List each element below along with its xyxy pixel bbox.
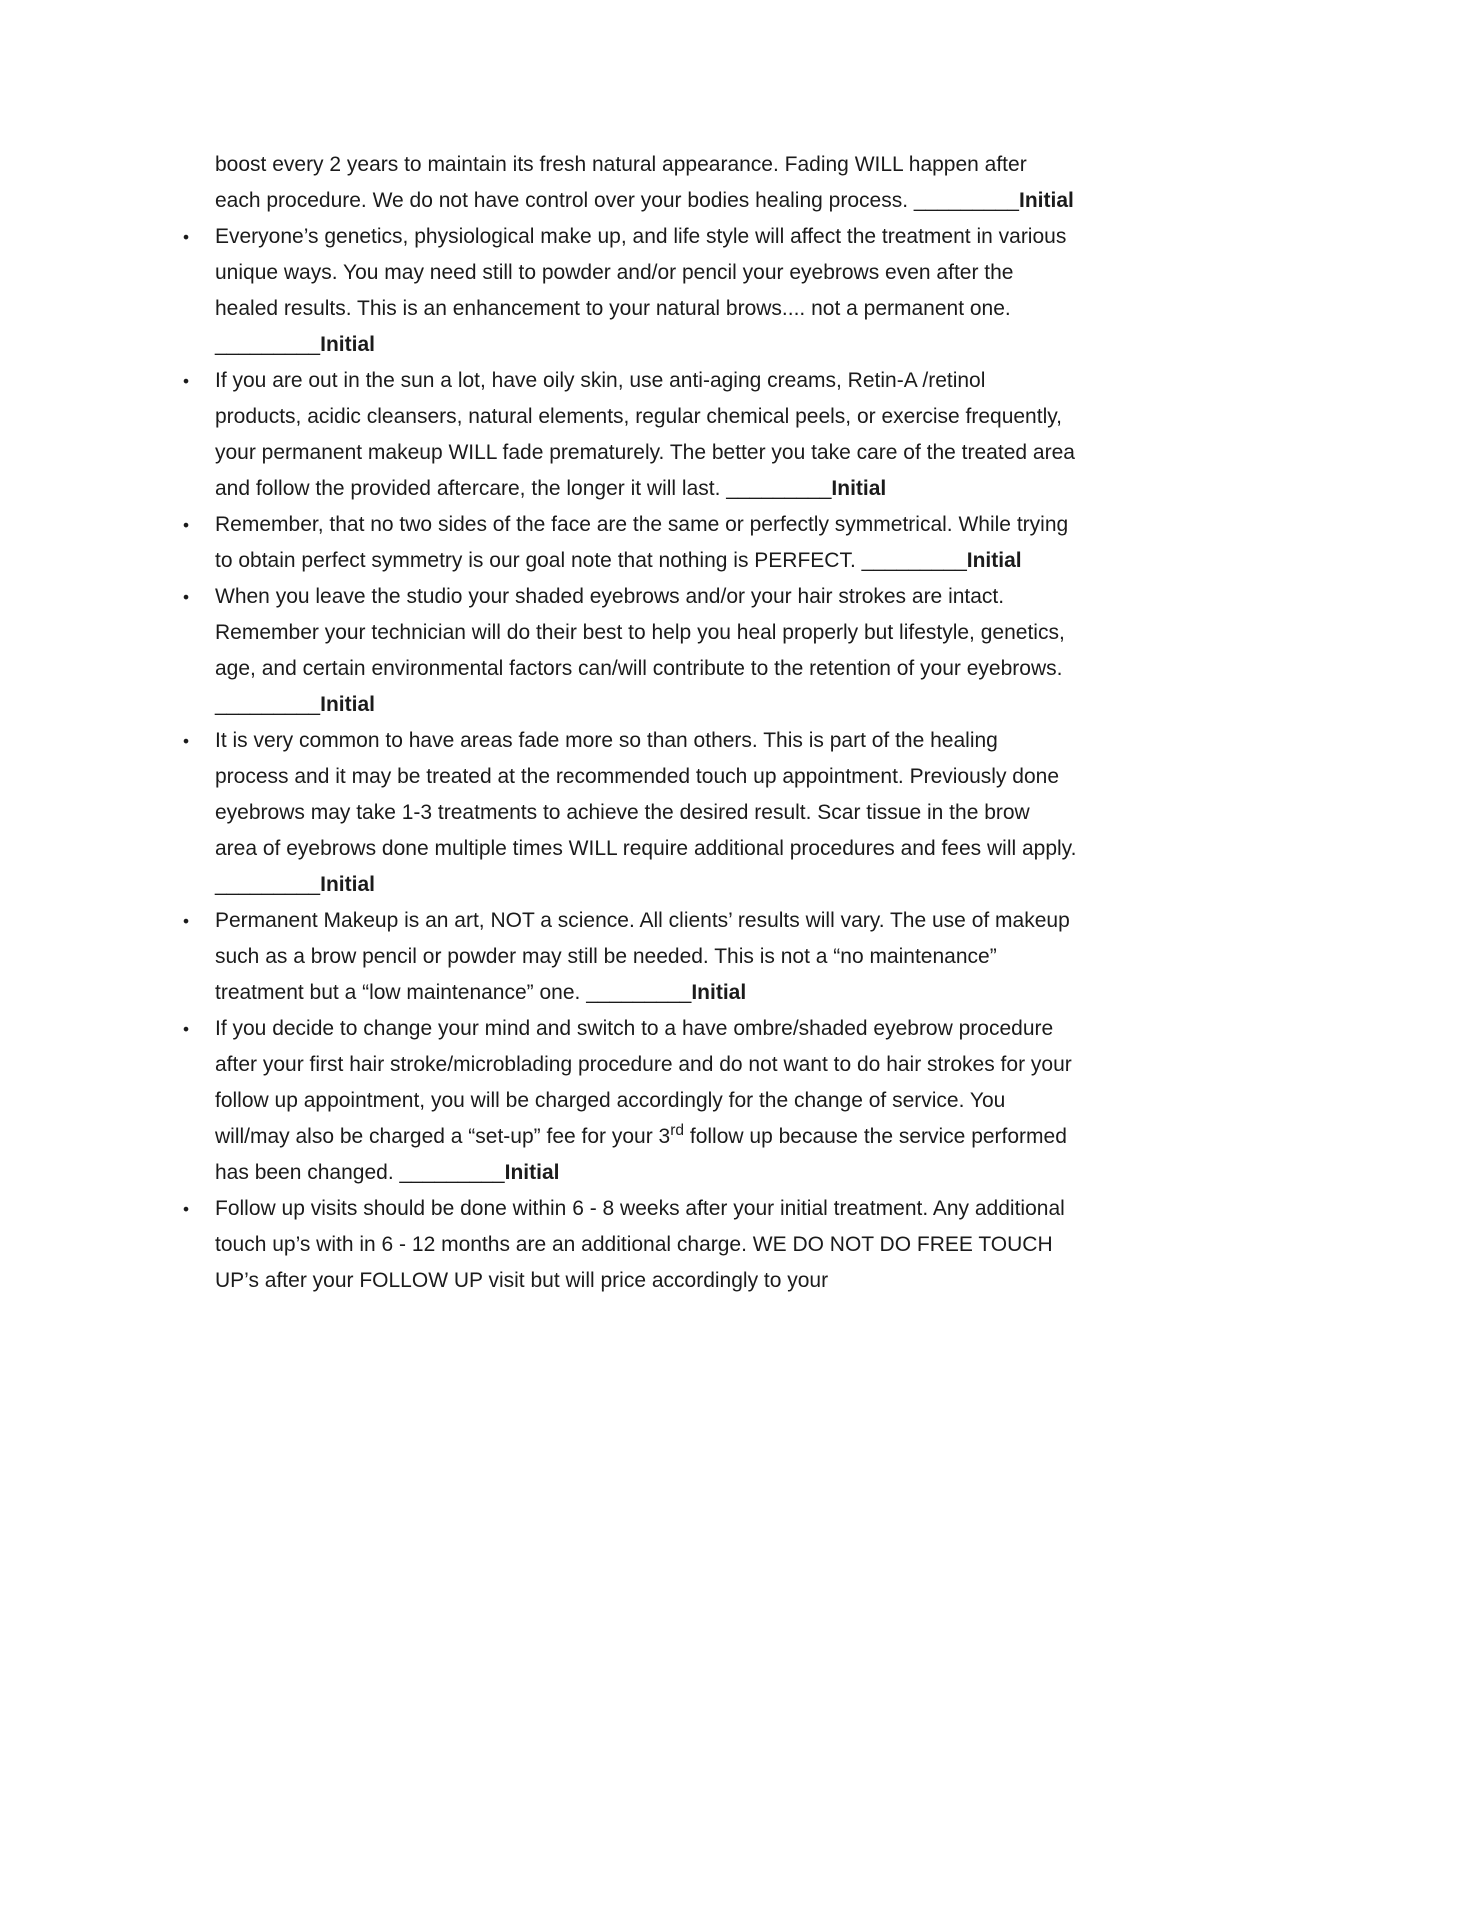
text-run: It is very common to have areas fade more so than others. This is part of the healing process and it may be treated at the recommended touch up appointment. Previously done eyebrows may take 1-3 treatments to achieve the desired result. Scar tissue in the brow area of eyebrows done multiple times WILL require additional procedures and fees will apply. bbox=[215, 729, 1077, 860]
initial-label: Initial bbox=[966, 549, 1022, 572]
bullet-item bbox=[183, 579, 1077, 723]
bullet-item-text bbox=[215, 1017, 1072, 1184]
bullet-marker-icon: • bbox=[183, 227, 190, 247]
bullet-item-text bbox=[215, 369, 1075, 500]
bullet-item bbox=[183, 903, 1077, 1011]
bullet-item-text bbox=[215, 513, 1068, 572]
bullet-item-text bbox=[215, 729, 1076, 896]
bullet-item-text bbox=[215, 1197, 1065, 1292]
initial-blank: _________ bbox=[215, 873, 321, 896]
initial-label: Initial bbox=[691, 981, 747, 1004]
text-run: Follow up visits should be done within 6 - 8 weeks after your initial treatment. Any additional touch up’s with in 6 - 12 months are an additional charge. WE DO NOT DO FREE TOUCH UP’s after your FOLLOW UP visit but will price accordingly to your bbox=[215, 1197, 1065, 1292]
initial-label: Initial bbox=[504, 1161, 560, 1184]
bullet-marker-icon: • bbox=[183, 731, 190, 751]
bullet-item-text bbox=[215, 585, 1065, 716]
initial-blank: _________ bbox=[913, 189, 1019, 212]
initial-blank: _________ bbox=[726, 477, 832, 500]
ordinal-superscript: rd bbox=[670, 1122, 685, 1139]
bullet-marker-icon: • bbox=[183, 371, 190, 391]
initial-blank: _________ bbox=[215, 693, 321, 716]
text-run: Permanent Makeup is an art, NOT a science. All clients’ results will vary. The use of makeup such as a brow pencil or powder may still be needed. This is not a “no maintenance” treatment but a “low maintenance” one. bbox=[215, 909, 1070, 1004]
bullet-marker-icon: • bbox=[183, 1199, 190, 1219]
text-run: follow up because the service performed has been changed. bbox=[215, 1125, 1067, 1184]
bullet-marker-icon: • bbox=[183, 1019, 190, 1039]
bullet-item bbox=[183, 219, 1077, 363]
initial-label: Initial bbox=[320, 873, 375, 896]
bullet-marker-icon: • bbox=[183, 515, 190, 535]
initial-label: Initial bbox=[1019, 189, 1074, 212]
bullet-item bbox=[183, 1011, 1077, 1191]
initial-blank: _________ bbox=[861, 549, 967, 572]
bullet-marker-icon: • bbox=[183, 911, 190, 931]
text-run: When you leave the studio your shaded eyebrows and/or your hair strokes are intact. Remember your technician will do their best to help you heal properly but lifestyle, genetics, age, and certain environmental factors can/will contribute to the retention of your eyebrows. bbox=[215, 585, 1065, 680]
bullet-item bbox=[183, 363, 1077, 507]
initial-label: Initial bbox=[320, 333, 375, 356]
bullet-item-text bbox=[215, 225, 1066, 356]
initial-label: Initial bbox=[320, 693, 375, 716]
text-run: If you are out in the sun a lot, have oily skin, use anti-aging creams, Retin-A /retinol products, acidic cleansers, natural elements, regular chemical peels, or exercise frequently, your permanent makeup WILL fade prematurely. The better you take care of the treated area and follow the provided aftercare, the longer it will last. bbox=[215, 369, 1075, 500]
initial-label: Initial bbox=[831, 477, 887, 500]
bullet-item bbox=[183, 1191, 1077, 1299]
initial-blank: _________ bbox=[215, 333, 321, 356]
bullet-item bbox=[183, 507, 1077, 579]
bullet-list bbox=[183, 219, 1077, 1299]
text-run: Remember, that no two sides of the face are the same or perfectly symmetrical. While trying to obtain perfect symmetry is our goal note that nothing is PERFECT. bbox=[215, 513, 1069, 572]
bullet-marker-icon: • bbox=[183, 587, 190, 607]
text-run: boost every 2 years to maintain its fresh natural appearance. Fading WILL happen after each procedure. We do not have control over your bodies healing process. bbox=[215, 153, 1027, 212]
bullet-item-text bbox=[215, 909, 1070, 1004]
intro-paragraph bbox=[215, 147, 1077, 219]
text-run: Everyone’s genetics, physiological make up, and life style will affect the treatment in various unique ways. You may need still to powder and/or pencil your eyebrows even after the healed results. This is an enhancement to your natural brows.... not a permanent one. bbox=[215, 225, 1067, 320]
text-run: If you decide to change your mind and switch to a have ombre/shaded eyebrow procedure after your first hair stroke/microblading procedure and do not want to do hair strokes for your follow up appointment, you will be charged accordingly for the change of service. You will/may also be charged a “set-up” fee for your 3 bbox=[215, 1017, 1072, 1148]
initial-blank: _________ bbox=[399, 1161, 505, 1184]
document-content bbox=[183, 147, 1077, 1299]
bullet-item bbox=[183, 723, 1077, 903]
initial-blank: _________ bbox=[586, 981, 692, 1004]
